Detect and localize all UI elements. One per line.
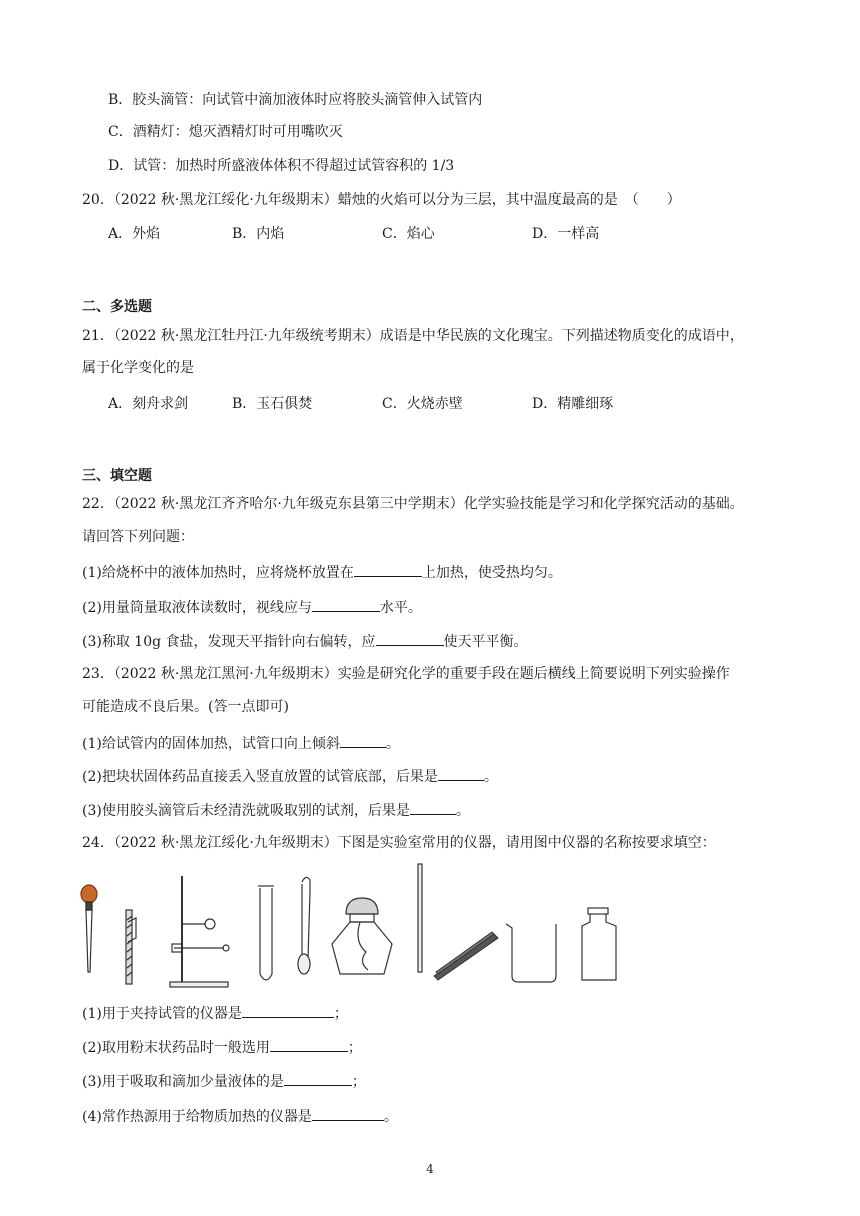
q21-option-b: B．玉石俱焚 xyxy=(232,396,313,412)
reagent-bottle-icon xyxy=(582,908,616,980)
q21-option-c: C．火烧赤壁 xyxy=(382,396,463,412)
lab-equipment-figure xyxy=(74,862,634,990)
answer-blank[interactable] xyxy=(340,733,386,748)
section-heading-fill-blank: 三、填空题 xyxy=(82,468,152,484)
answer-blank[interactable] xyxy=(376,631,444,646)
glass-rod-icon xyxy=(418,864,422,972)
q22-part1: (1)给烧杯中的液体加热时，应将烧杯放置在 上加热，使受热均匀。 xyxy=(82,562,562,583)
q22-part3: (3)称取 10g 食盐，发现天平指针向右偏转，应 使天平平衡。 xyxy=(82,631,528,652)
q20-option-c: C．焰心 xyxy=(382,226,435,242)
beaker-icon xyxy=(506,924,556,982)
q19-option-b: B．胶头滴管：向试管中滴加液体时应将胶头滴管伸入试管内 xyxy=(108,92,483,108)
alcohol-lamp-icon xyxy=(332,898,392,974)
q24-part4: (4)常作热源用于给物质加热的仪器是 。 xyxy=(82,1106,398,1127)
q21-option-a: A．刻舟求剑 xyxy=(108,396,189,412)
q20-option-d: D．一样高 xyxy=(532,226,600,242)
q23-part3: (3)使用胶头滴管后未经清洗就吸取别的试剂，后果是 。 xyxy=(82,800,470,821)
q21-stem-line1: 21．（2022 秋·黑龙江牡丹江·九年级统考期末）成语是中华民族的文化瑰宝。下列描述物质变化的成语中， xyxy=(82,328,744,344)
q19-option-d: D．试管：加热时所盛液体体积不得超过试管容积的 1/3 xyxy=(108,158,455,174)
answer-blank[interactable] xyxy=(438,766,484,781)
q23-part2: (2)把块状固体药品直接丢入竖直放置的试管底部，后果是 。 xyxy=(82,766,498,787)
q20-option-a: A．外焰 xyxy=(108,226,161,242)
q21-option-d: D．精雕细琢 xyxy=(532,396,614,412)
answer-blank[interactable] xyxy=(284,1071,352,1086)
answer-blank[interactable] xyxy=(242,1003,334,1018)
medicine-spoon-icon xyxy=(298,877,310,974)
answer-blank[interactable] xyxy=(312,1106,384,1121)
q22-stem-line2: 请回答下列问题： xyxy=(82,529,194,545)
q20-option-b: B．内焰 xyxy=(232,226,285,242)
q24-part1: (1)用于夹持试管的仪器是 ； xyxy=(82,1003,348,1024)
dropper-icon xyxy=(81,885,97,972)
q23-stem-line2: 可能造成不良后果。(答一点即可) xyxy=(82,699,289,715)
iron-stand-icon xyxy=(170,876,229,987)
q21-stem-line2: 属于化学变化的是 xyxy=(82,360,194,376)
q23-stem-line1: 23．（2022 秋·黑龙江黑河·九年级期末）实验是研究化学的重要手段在题后横线上简要说明下列实验操作 xyxy=(82,666,730,682)
section-heading-multi-choice: 二、多选题 xyxy=(82,299,152,315)
q19-option-c: C．酒精灯：熄灭酒精灯时可用嘴吹灭 xyxy=(108,124,343,140)
test-tube-clamp-icon xyxy=(126,910,136,984)
test-tube-icon xyxy=(258,886,274,980)
q24-stem: 24．（2022 秋·黑龙江绥化·九年级期末）下图是实验室常用的仪器，请用图中仪器的名称按要求填空： xyxy=(82,835,716,851)
q24-part3: (3)用于吸取和滴加少量液体的是 ； xyxy=(82,1071,366,1092)
q23-part1: (1)给试管内的固体加热，试管口向上倾斜 。 xyxy=(82,733,400,754)
page-number: 4 xyxy=(426,1162,434,1176)
q22-part2: (2)用量筒量取液体读数时，视线应与 水平。 xyxy=(82,597,422,618)
q24-part2: (2)取用粉末状药品时一般选用 ； xyxy=(82,1037,362,1058)
q22-stem-line1: 22．（2022 秋·黑龙江齐齐哈尔·九年级克东县第三中学期末）化学实验技能是学习和化学探究活动的基础。 xyxy=(82,496,744,512)
answer-blank[interactable] xyxy=(312,597,380,612)
q20-stem: 20．（2022 秋·黑龙江绥化·九年级期末）蜡烛的火焰可以分为三层，其中温度最高的是 （ ） xyxy=(82,192,681,208)
answer-blank[interactable] xyxy=(270,1037,348,1052)
answer-blank[interactable] xyxy=(410,800,456,815)
answer-blank[interactable] xyxy=(354,562,422,577)
tweezers-icon xyxy=(434,932,498,980)
